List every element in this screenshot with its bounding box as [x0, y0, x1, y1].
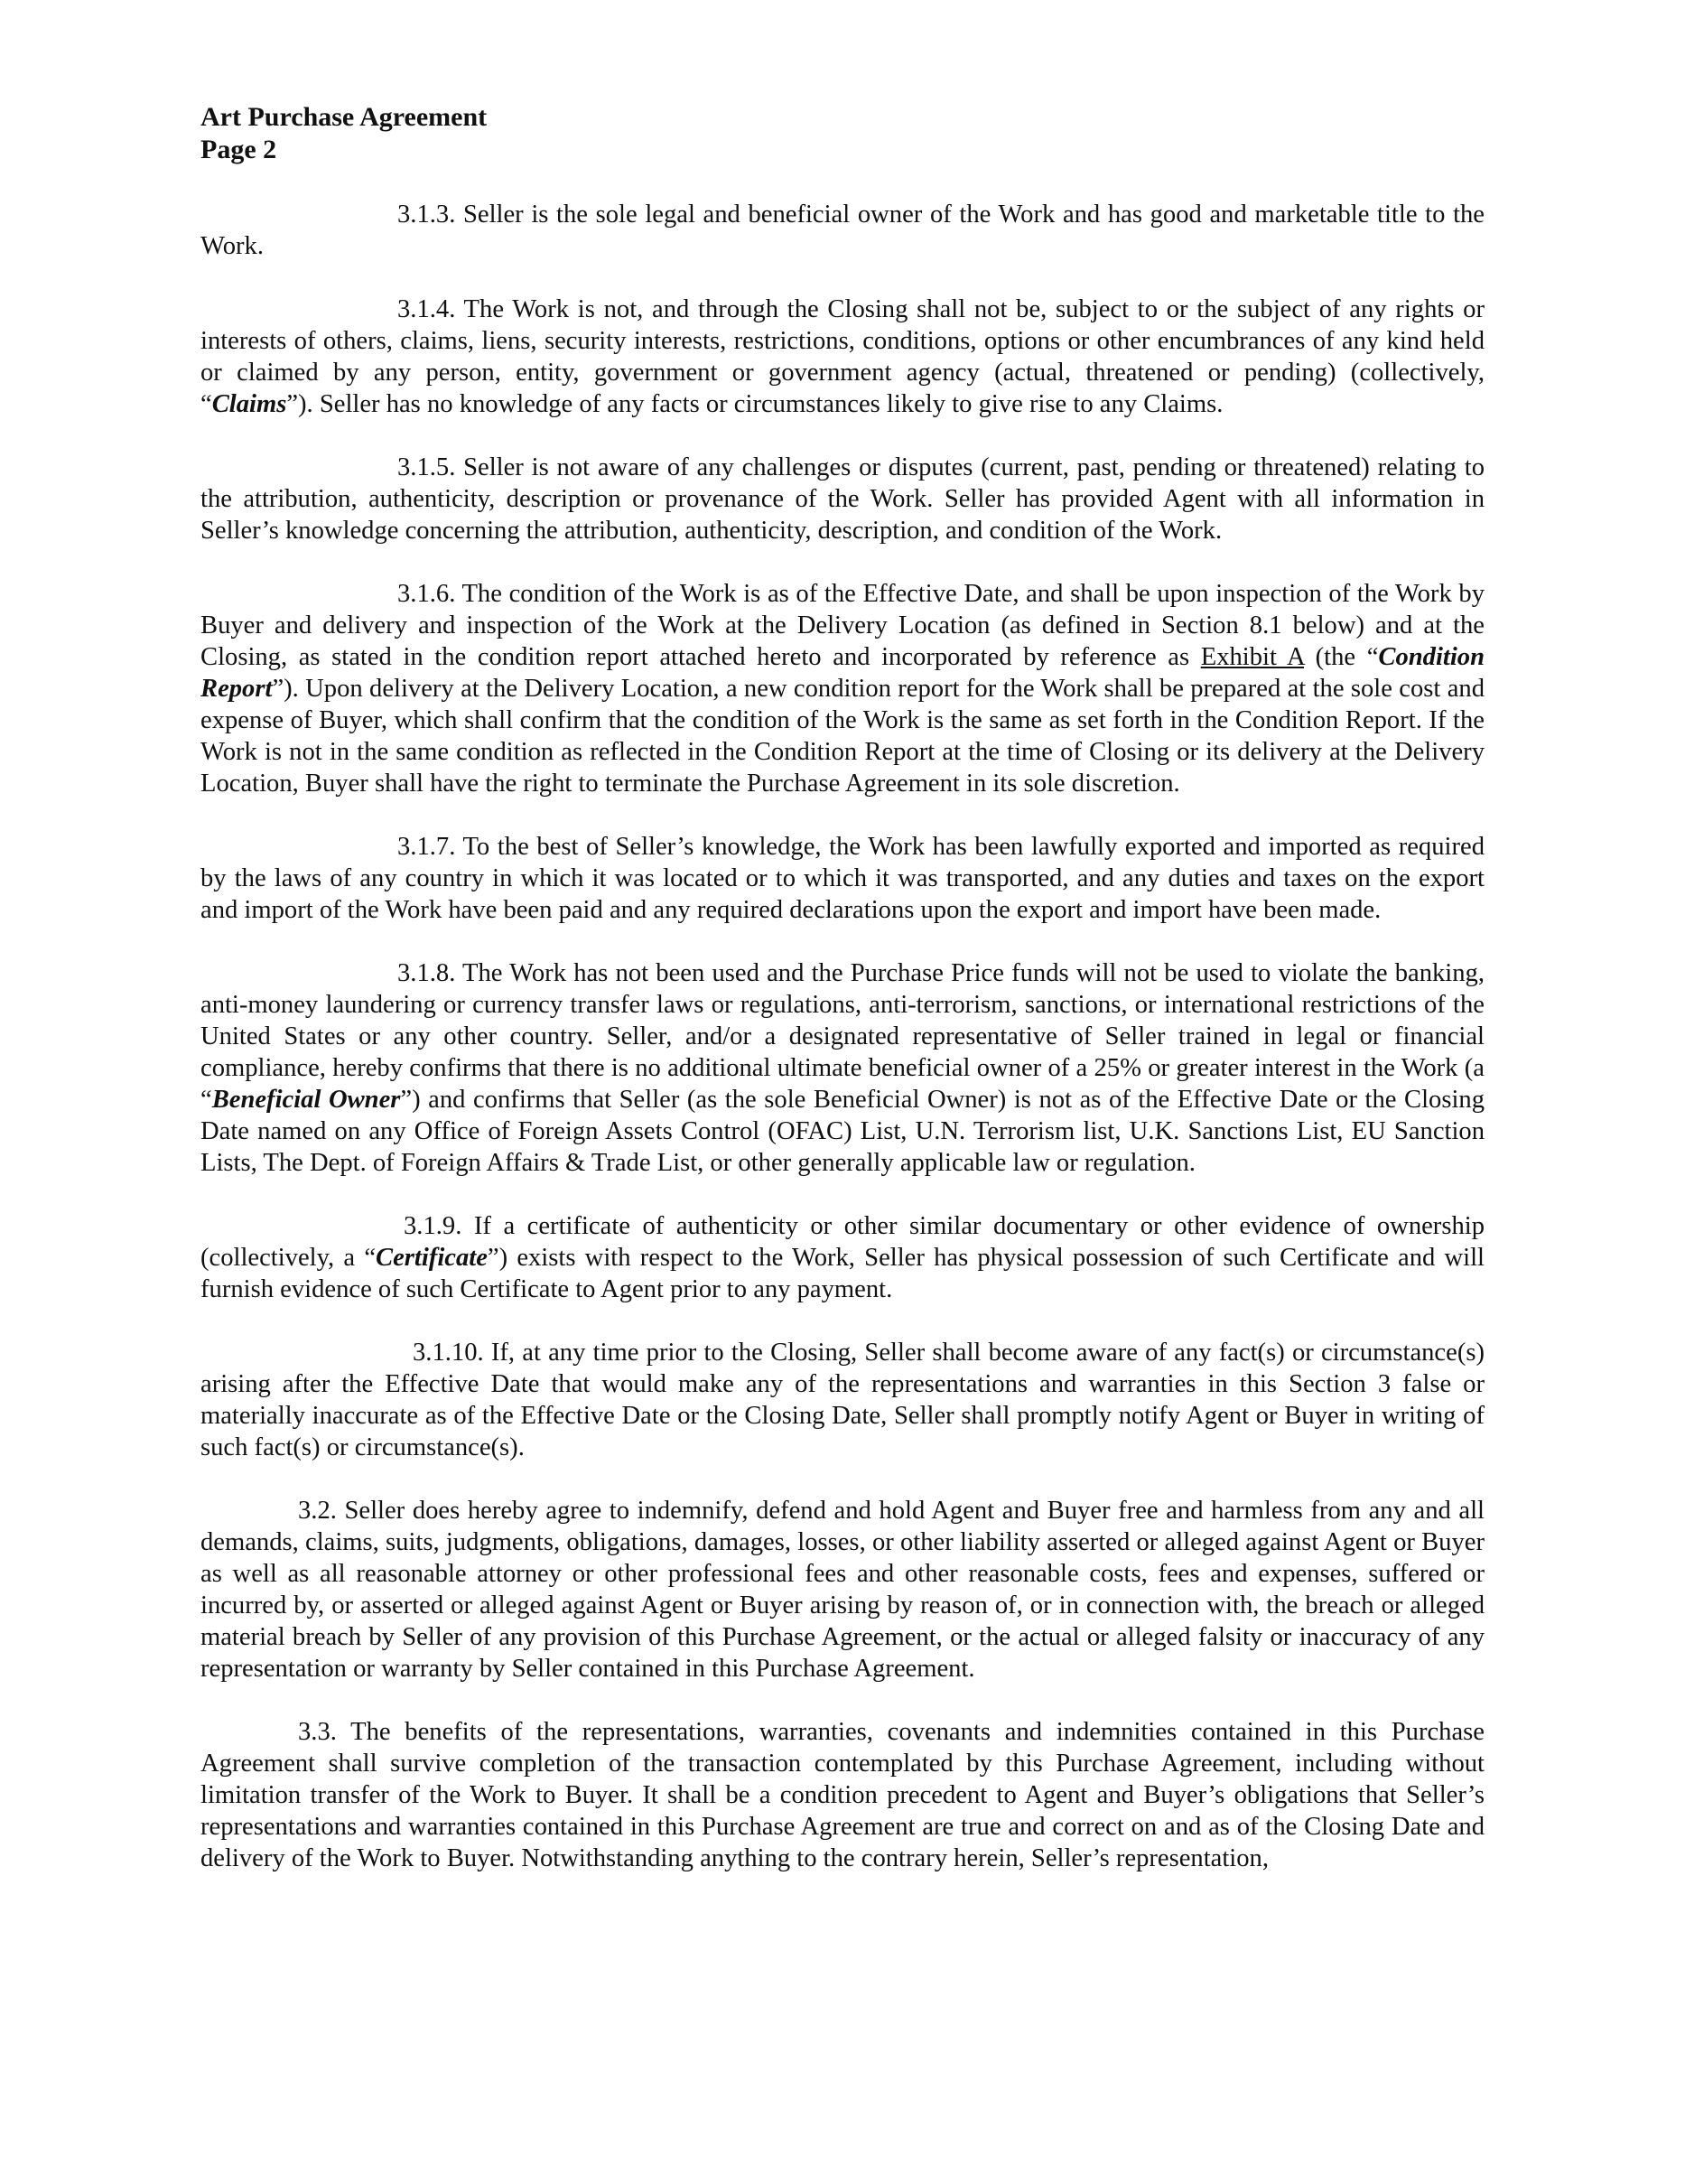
section-3-1-7: 3.1.7. To the best of Seller’s knowledge, the Work has been lawfully exported and imported as required by the laws of any country in which it was located or to which it was transported, and any duties and taxes on the export and import of the Work have been paid and any required declarations upon the export and import have been made.: [200, 833, 1485, 924]
section-3-1-9-text-b: ”) exists with respect to the Work, Seller has physical possession of such Certificate and will furnish evidence of such Certificate to Agent prior to any payment.: [200, 1244, 1485, 1303]
document-page: [200, 101, 1485, 1874]
section-3-1-6-text-a: 3.1.6. The condition of the Work is as of the Effective Date, and shall be upon inspection of the Work by Buyer and delivery and inspection of the Work at the Delivery Location (as defined in Section 8.1 below) and at the Closing, as stated in the condition report attached hereto and incorporated by reference as: [200, 580, 1485, 671]
section-3-1-8-text-a: 3.1.8. The Work has not been used and the Purchase Price funds will not be used to violate the banking, anti-money laundering or currency transfer laws or regulations, anti-terrorism, sanctions, or international restrictions of the United States or any other country. Seller, and/or a designated representative of Seller trained in legal or financial compliance, hereby confirms that there is no additional ultimate beneficial owner of a 25% or greater interest in the Work (a “: [200, 959, 1485, 1114]
defined-term-condition-report: Condition Report: [200, 643, 1485, 703]
section-3-2: 3.2. Seller does hereby agree to indemnify, defend and hold Agent and Buyer free and harmless from any and all demands, claims, suits, judgments, obligations, damages, losses, or other liability asserted or alleged against Agent or Buyer as well as all reasonable attorney or other professional fees and other reasonable costs, fees and expenses, suffered or incurred by, or asserted or alleged against Agent or Buyer arising by reason of, or in connection with, the breach or alleged material breach by Seller of any provision of this Purchase Agreement, or the actual or alleged falsity or inaccuracy of any representation or warranty by Seller contained in this Purchase Agreement.: [200, 1497, 1485, 1683]
section-3-1-3: 3.1.3. Seller is the sole legal and beneficial owner of the Work and has good and marketable title to the Work.: [200, 201, 1485, 260]
exhibit-a-reference: Exhibit A: [1200, 643, 1305, 671]
section-3-3: 3.3. The benefits of the representations, warranties, covenants and indemnities contained in this Purchase Agreement shall survive completion of the transaction contemplated by this Purchase Agreement, including without limitation transfer of the Work to Buyer. It shall be a condition precedent to Agent and Buyer’s obligations that Seller’s representations and warranties contained in this Purchase Agreement are true and correct on and as of the Closing Date and delivery of the Work to Buyer. Notwithstanding anything to the contrary herein, Seller’s representation,: [200, 1718, 1485, 1872]
section-3-1-6: [200, 578, 1485, 799]
section-3-1-9-text-a: 3.1.9. If a certificate of authenticity or other similar documentary or other evidence of ownership (collectively, a “: [200, 1212, 1485, 1272]
section-3-1-4-text-a: 3.1.4. The Work is not, and through the Closing shall not be, subject to or the subject of any rights or interests of others, claims, liens, security interests, restrictions, conditions, options or other encumbrances of any kind held or claimed by any person, entity, government or government agency (actual, threatened or pending) (collectively, “: [200, 295, 1485, 418]
section-3-1-6-text-c: ”). Upon delivery at the Delivery Location, a new condition report for the Work shall be prepared at the sole cost and expense of Buyer, which shall confirm that the condition of the Work is the same as set forth in the Condition Report. If the Work is not in the same condition as reflected in the Condition Report at the time of Closing or its delivery at the Delivery Location, Buyer shall have the right to terminate the Purchase Agreement in its sole discretion.: [200, 675, 1485, 798]
document-header: [200, 101, 1485, 166]
defined-term-beneficial-owner: Beneficial Owner: [211, 1086, 401, 1114]
section-3-1-4: [200, 294, 1485, 420]
section-3-1-9: [200, 1210, 1485, 1305]
defined-term-certificate: Certificate: [376, 1244, 488, 1272]
section-3-1-10: 3.1.10. If, at any time prior to the Closing, Seller shall become aware of any fact(s) or circumstance(s) arising after the Effective Date that would make any of the representations and warranties in this Section 3 false or materially inaccurate as of the Effective Date or the Closing Date, Seller shall promptly notify Agent or Buyer in writing of such fact(s) or circumstance(s).: [200, 1339, 1485, 1461]
section-3-1-8: [200, 957, 1485, 1179]
defined-term-claims: Claims: [211, 390, 287, 418]
page-number: Page 2: [200, 135, 277, 164]
section-3-1-8-text-b: ”) and confirms that Seller (as the sole Beneficial Owner) is not as of the Effective Date or the Closing Date named on any Office of Foreign Assets Control (OFAC) List, U.N. Terrorism list, U.K. Sanctions List, EU Sanction Lists, The Dept. of Foreign Affairs & Trade List, or other generally applicable law or regulation.: [200, 1086, 1485, 1177]
document-title: Art Purchase Agreement: [200, 102, 488, 132]
section-3-1-5: 3.1.5. Seller is not aware of any challenges or disputes (current, past, pending or threatened) relating to the attribution, authenticity, description or provenance of the Work. Seller has provided Agent with all information in Seller’s knowledge concerning the attribution, authenticity, description, and condition of the Work.: [200, 453, 1485, 545]
section-3-1-6-text-b: (the “: [1304, 643, 1379, 671]
section-3-1-4-text-b: ”). Seller has no knowledge of any facts or circumstances likely to give rise to any Claims.: [286, 390, 1224, 418]
